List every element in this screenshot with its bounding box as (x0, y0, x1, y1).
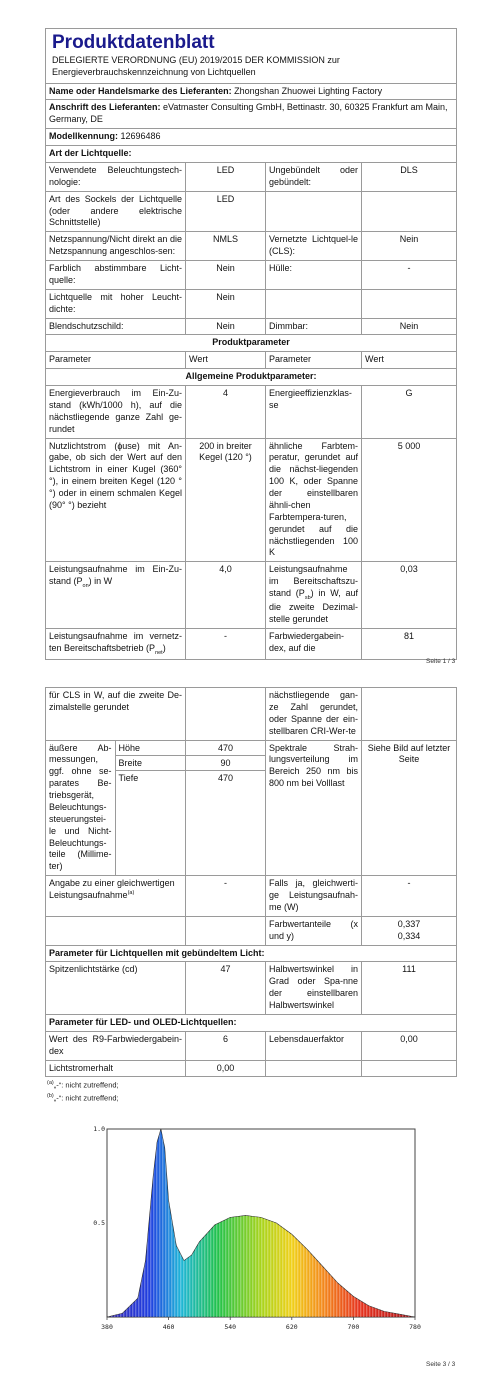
table-row: Lichtquelle mit hoher Leucht-dichte: Nein (46, 290, 456, 319)
page-number: Seite 1 / 3 (426, 658, 456, 665)
section-type: Art der Lichtquelle: (46, 146, 456, 163)
y-tick-label: 1.0 (93, 1125, 105, 1133)
address-row (46, 100, 456, 129)
supplier-label: Name oder Handelsmarke des Lieferanten: (49, 85, 232, 96)
dim-depth-value: 470 (217, 772, 234, 783)
table-row: Spitzenlichtstärke (cd) 47 Halbwertswinkel in Grad oder Spa-nne der einstellbaren Halbwertswinkel 111 (46, 962, 456, 1015)
section-bundled: Parameter für Lichtquellen mit gebündeltem Licht: (46, 946, 456, 963)
table-row: Verwendete Beleuchtungstech-nologie: LED Ungebündelt oder gebündelt: DLS (46, 163, 456, 192)
dim-width-value: 90 (186, 756, 265, 771)
table-row: Farbwertanteile (x und y) 0,337 0,334 (46, 917, 456, 946)
header-row (46, 29, 456, 84)
color-x-value: 0,337 (397, 918, 421, 929)
table-row: Lichtstromerhalt 0,00 (46, 1061, 456, 1077)
color-y-value: 0,334 (397, 930, 421, 941)
model-row (46, 129, 456, 146)
table-row: für CLS in W, auf die zweite De-zimalstelle gerundet nächstliegende gan-ze Zahl gerundet, oder Spanne der ein-stellbaren CRI-Wer-te (46, 688, 456, 741)
table-row: Energieverbrauch im Ein-Zu-stand (kWh/1000 h), auf die nächstliegende ganze Zahl ge-rundet 4 Energieeffizienzklas-se G (46, 386, 456, 439)
table-row: Leistungsaufnahme im vernetz-ten Bereitschaftsbetrieb $(P_{net})$ - Farbwiedergabein-dex, auf die 81 (46, 629, 456, 659)
section-params: Produktparameter (46, 335, 456, 352)
table-row: Blendschutzschild: Nein Dimmbar: Nein (46, 319, 456, 336)
dim-width-label: Breite (116, 756, 185, 771)
x-tick-label: 780 (409, 1323, 421, 1331)
dimensions-row: äußere Ab-messungen, ggf. ohne se-parates Be-triebsgerät, Beleuchtungs-steuerungstei-le und Nicht-Beleuchtungs-teile (Millime-ter) Höhe Breite Tiefe 470 90 470 Spektrale Strah-lungsverteilung im Bereich 250 nm bis 800 nm bei Volllast Siehe Bild auf letzter Seite (46, 741, 456, 877)
y-tick-label: 0.5 (93, 1219, 105, 1227)
dim-height-value: 470 (186, 741, 265, 756)
table-row: Leistungsaufnahme im Ein-Zu-stand $(P_{on})$ in W 4,0 Leistungsaufnahme im Bereitschaftszu-stand $(P_{sb})$ in W, auf die zweite Dezimal-stelle gerundet 0,03 (46, 562, 456, 629)
chart-plot-area (93, 1125, 421, 1331)
dimensions-label: äußere Ab-messungen, ggf. ohne se-parates Be-triebsgerät, Beleuchtungs-steuerungstei-le und Nicht-Beleuchtungs-teile (Millime-ter) (46, 741, 116, 876)
supplier-row (46, 84, 456, 101)
x-tick-label: 380 (101, 1323, 113, 1331)
page-title: Produktdatenblatt (52, 32, 215, 53)
footnote-b: $^{(b)}$„-“: nicht zutreffend; (47, 1093, 119, 1103)
datasheet-page-2 (45, 687, 457, 1077)
table-row: Nutzlichtstrom (ɸuse) mit An-gabe, ob sich der Wert auf den Lichtstrom in einer Kugel (360° °), in einem breiten Kegel (120 °°) oder in einem schmalen Kegel (90° °) bezieht 200 in breiter Kegel (120 °) ähnliche Farbtem-peratur, gerundet auf die nächst-liegenden 100 K, oder Spanne der einstellbaren ähnli-chen Farbtempera-turen, gerundet auf die nächstliegenden 100 K 5 000 (46, 439, 456, 563)
table-row: Angabe zu einer gleichwertigen Leistungsaufnahme$^{(a)}$ - Falls ja, gleichwerti-ge Leistungsaufnah-me (W) - (46, 876, 456, 917)
section-led: Parameter für LED- und OLED-Lichtquellen: (46, 1015, 456, 1032)
x-tick-label: 460 (162, 1323, 175, 1331)
model-label: Modellkennung: (49, 131, 118, 142)
x-tick-label: 540 (224, 1323, 237, 1331)
datasheet-page-1 (45, 28, 457, 660)
model-value: 12696486 (120, 131, 161, 142)
address-label: Anschrift des Lieferanten: (49, 102, 161, 113)
table-row: Art des Sockels der Lichtquelle (oder andere elektrische Schnittstelle) LED (46, 192, 456, 233)
table-row: Farblich abstimmbare Licht-quelle: Nein Hülle: - (46, 261, 456, 290)
page-2 (0, 683, 500, 1113)
x-tick-label: 700 (347, 1323, 360, 1331)
dim-height-label: Höhe (116, 741, 185, 756)
footnote-a: $^{(a)}$„-“: nicht zutreffend; (47, 1080, 119, 1090)
supplier-value: Zhongshan Zhuowei Lighting Factory (234, 85, 383, 96)
dim-depth-label: Tiefe (118, 772, 139, 783)
spectral-distribution-chart (87, 1123, 419, 1345)
regulation-text: DELEGIERTE VERORDNUNG (EU) 2019/2015 DER KOMMISSION zur Energieverbrauchskennzeichnung von Lichtquellen (52, 54, 340, 77)
table-row: Netzspannung/Nicht direkt an die Netzspannung angeschlos-sen: NMLS Vernetzte Lichtquel-le (CLS): Nein (46, 232, 456, 261)
address-value: eVatmaster Consulting GmbH, Bettinastr. 30, 60325 Frankfurt am Main, Germany, DE (49, 102, 448, 125)
page-number: Seite 3 / 3 (426, 1361, 456, 1368)
x-tick-label: 620 (285, 1323, 298, 1331)
page-1 (0, 0, 500, 683)
table-header-row: Parameter Wert Parameter Wert (46, 352, 456, 369)
section-general: Allgemeine Produktparameter: (46, 369, 456, 386)
table-row: Wert des R9-Farbwiedergabein-dex 6 Lebensdauerfaktor 0,00 (46, 1032, 456, 1061)
